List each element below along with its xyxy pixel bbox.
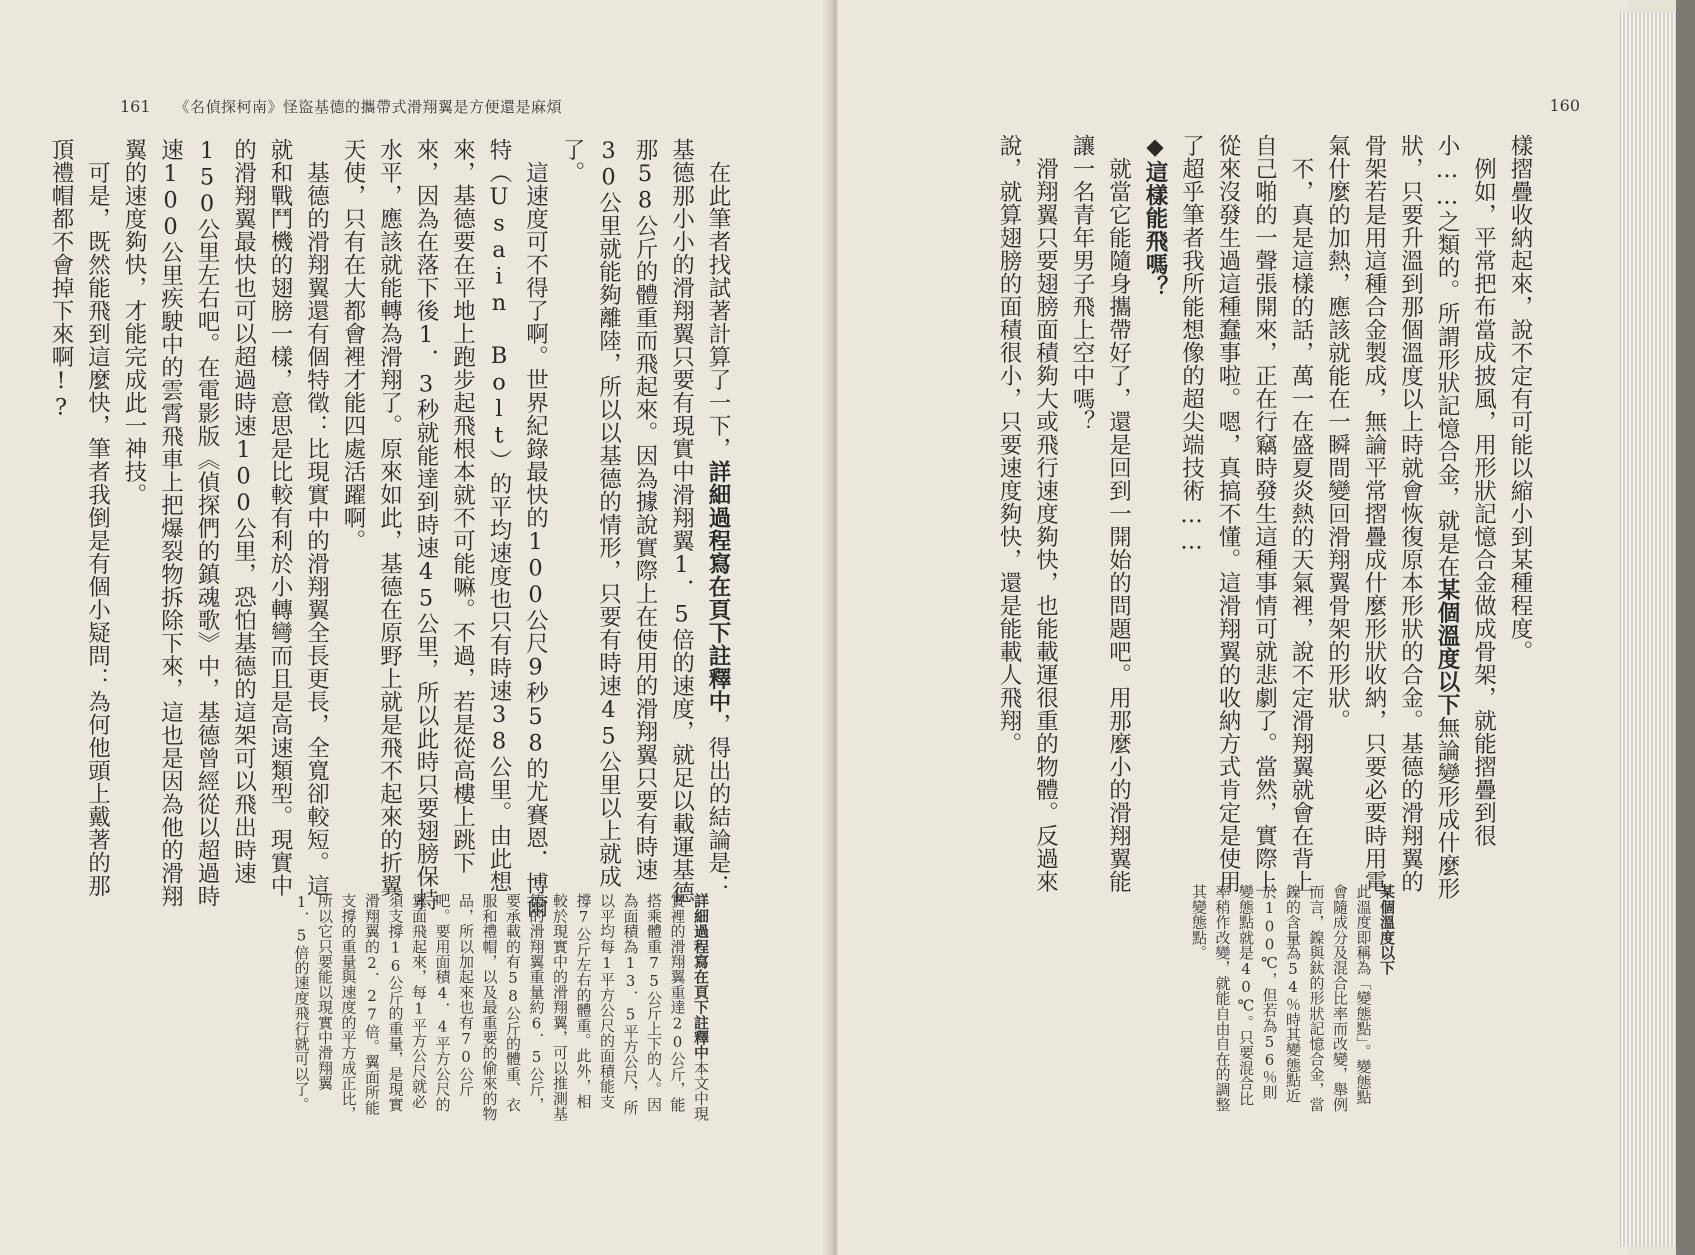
paragraph: 例如，平常把布當成披風，用形狀記憶合金做成骨架，就能摺疊到很小……之類的。所謂形狀記憶合金，就是在某個溫度以下無論變形成什麼形狀，只要升溫到那個溫度以上時就會恢復原本形狀的合金。基德的滑翔翼的骨架若是用這種合金製成，無論平常摺疊成什麼形狀收納，只要必要時用電氣什麼的加熱，應該就能在一瞬間變回滑翔翼骨架的形狀。 — [1324, 134, 1497, 900]
footnote-title: 詳細過程寫在頁下註釋中 — [692, 893, 710, 1061]
diamond-bullet-icon: ◆ — [1142, 134, 1168, 161]
page-number: 160 — [1549, 96, 1580, 115]
page-number: 161 — [120, 97, 151, 116]
paragraph: 可是，既然能飛到這麼快，筆者我倒是有個小疑問：為何他頭上戴著的那頂禮帽都不會掉下來啊!? — [48, 138, 111, 897]
paragraph: 不，真是這樣的話，萬一在盛夏炎熱的天氣裡，說不定滑翔翼就會在背上自己啪的一聲張開來，正在行竊時發生這種事情可就悲劇了。當然，實際上從來沒發生過這種蠢事啦。嗯，真搞不懂。這滑翔翼的收納方式肯定是使用了超乎筆者我所能想像的超尖端技術…… — [1178, 134, 1314, 893]
paragraph: 滑翔翼只要翅膀面積夠大或飛行速度夠快，也能載運很重的物體。反過來說，就算翅膀的面積很小，只要速度夠快，還是能載人飛翔。 — [996, 134, 1059, 893]
paragraph: 就當它能隨身攜帶好了，還是回到一開始的問題吧。用那麼小的滑翔翼能讓一名青年男子飛上空中嗎？ — [1069, 134, 1132, 893]
footnote-text: 此溫度即稱為「變態點」。變態點會隨成分及混合比率而改變，舉例而言，鎳與鈦的形狀記憶合金，當鎳的含量為54％時其變態點近於100℃，但若為56％則變態點就是40℃。只要混合比率稍作改變，就能自由自在的調整其變態點。 — [1190, 884, 1373, 1112]
right-page-body — [991, 134, 1539, 914]
left-page-body — [43, 138, 737, 918]
section-heading: ◆這樣能飛嗎？ — [1142, 134, 1168, 299]
right-page-header — [1549, 96, 1580, 115]
book-cover-edge — [1676, 0, 1695, 1255]
footnote-title: 某個溫度以下 — [1378, 884, 1396, 976]
paragraph: 樣摺疊收納起來，說不定有可能以縮小到某種程度。 — [1507, 134, 1533, 663]
paragraph: 在此筆者找試著計算了一下，詳細過程寫在頁下註釋中，得出的結論是：基德那小小的滑翔翼只要有現實中滑翔翼1．5倍的速度，就足以載運基德那58公斤的體重而飛起來。因為據說實際上在使用的滑翔翼只要有時速30公里就能夠離陸，所以以基德的情形，只要有時速45公里以上就成了。 — [559, 138, 731, 904]
left-page — [0, 0, 830, 1255]
right-page — [838, 0, 1628, 1255]
running-title: 《名偵探柯南》怪盜基德的攜帶式滑翔翼是方便還是麻煩 — [174, 98, 563, 116]
right-page-footnote — [1187, 884, 1399, 1114]
footnote-text: 本文中現實裡的滑翔翼重達20公斤，能搭乘體重75公斤上下的人。因為面積為13．5平方公尺，所以平均每1平方公尺的面積能支撐7公斤左右的體重。此外，相較於現實中的滑翔翼，可以推測基德的滑翔翼重量約6．5公斤，要承載的有58公斤的體重、衣服和禮帽，以及最重要的偷來的物品，所以加起來也有70公斤吧。要用面積4．4平方公尺的翼面飛起來，每1平方公尺就必須支撐16公斤的重量，是現實滑翔翼的2．27倍。翼面所能支撐的重量與速度的平方成正比，所以它只要能以現實中滑翔翼1．5倍的速度飛行就可以了。 — [292, 893, 710, 1122]
footnote-reference: 某個溫度以下 — [1434, 578, 1460, 716]
paragraph: 這速度可不得了啊。世界紀錄最快的100公尺9秒58的尤賽恩．博爾特（Usain Bolt）的平均速度也只有時速38公里。由此想來，基德要在平地上跑步起飛根本就不可能嘛。不過，若是從高樓上跳下來，因為在落下後1．3秒就能達到時速45公里，所以此時只要翅膀保持水平，應該就能轉為滑翔了。原來如此，基德在原野上就是飛不起來的折翼天使，只有在大都會裡才能四處活躍啊。 — [340, 138, 549, 918]
footnote-reference: 詳細過程寫在頁下註釋中 — [705, 459, 731, 713]
left-page-header — [120, 96, 562, 117]
left-page-footnote — [289, 893, 712, 1123]
paragraph: 基德的滑翔翼還有個特徵：比現實中的滑翔翼全長更長，全寬卻較短。這就和戰鬥機的翅膀一樣，意思是比較有利於小轉彎而且是高速類型。現實中的滑翔翼最快也可以超過時速100公里，恐怕基德的這架可以飛出時速150公里左右吧。在電影版《偵探們的鎮魂歌》中，基德曾經從以超過時速100公里疾駛中的雲霄飛車上把爆裂物拆除下來，這也是因為他的滑翔翼的速度夠快，才能完成此一神技。 — [121, 138, 330, 908]
